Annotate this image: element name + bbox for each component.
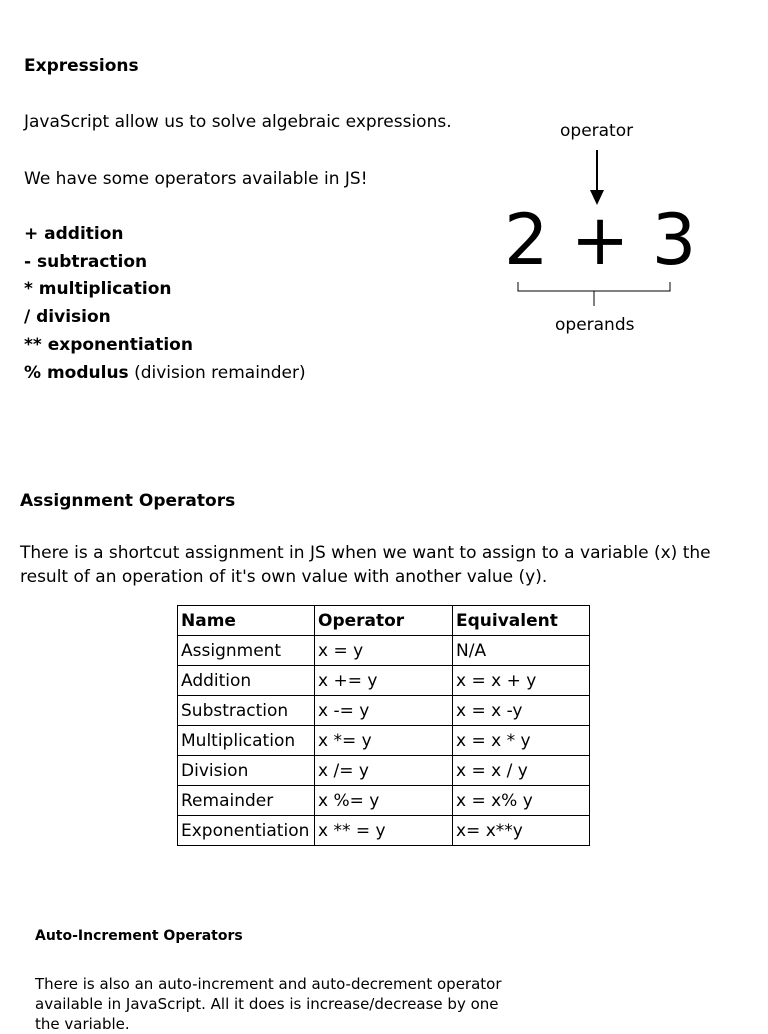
diagram-operands-label: operands — [555, 315, 635, 335]
table-row — [178, 666, 590, 696]
auto-increment-description: There is also an auto-increment and auto-decrement operator available in JavaScript. All it does is increase/decrease by one the variable. — [35, 975, 502, 1033]
operator-item-division — [24, 306, 111, 328]
operator-label: / division — [24, 307, 111, 327]
cell-operator: x ** = y — [315, 816, 453, 846]
cell-name: Assignment — [178, 636, 315, 666]
cell-operator: x *= y — [315, 726, 453, 756]
operator-label: + addition — [24, 224, 124, 244]
auto-increment-heading: Auto-Increment Operators — [35, 928, 243, 944]
assignment-operators-table — [177, 605, 590, 846]
cell-equivalent: x= x**y — [453, 816, 590, 846]
operator-item-modulus — [24, 362, 306, 384]
cell-name: Multiplication — [178, 726, 315, 756]
cell-operator: x = y — [315, 636, 453, 666]
table-row — [178, 816, 590, 846]
cell-name: Division — [178, 756, 315, 786]
operator-note: (division remainder) — [128, 363, 306, 383]
operator-label: * multiplication — [24, 279, 172, 299]
cell-name: Exponentiation — [178, 816, 315, 846]
cell-equivalent: x = x -y — [453, 696, 590, 726]
cell-operator: x += y — [315, 666, 453, 696]
assignment-description: There is a shortcut assignment in JS when we want to assign to a variable (x) the result of an operation of it's own value with another value (y). — [20, 543, 711, 587]
table-row — [178, 786, 590, 816]
cell-name: Remainder — [178, 786, 315, 816]
expressions-heading: Expressions — [24, 56, 139, 76]
cell-operator: x %= y — [315, 786, 453, 816]
assignment-heading: Assignment Operators — [20, 491, 236, 511]
operator-item-addition — [24, 223, 124, 245]
cell-equivalent: x = x% y — [453, 786, 590, 816]
cell-operator: x /= y — [315, 756, 453, 786]
cell-equivalent: x = x + y — [453, 666, 590, 696]
table-row — [178, 756, 590, 786]
table-header-row — [178, 606, 590, 636]
operator-label: - subtraction — [24, 252, 148, 272]
cell-name: Addition — [178, 666, 315, 696]
table-row — [178, 726, 590, 756]
column-header-equivalent: Equivalent — [453, 606, 590, 636]
operator-item-subtraction — [24, 251, 147, 273]
operator-label: ** exponentiation — [24, 335, 193, 355]
table-row — [178, 696, 590, 726]
cell-equivalent: N/A — [453, 636, 590, 666]
operators-intro-text: We have some operators available in JS! — [24, 169, 368, 189]
cell-equivalent: x = x * y — [453, 726, 590, 756]
diagram-operator-label: operator — [560, 121, 634, 141]
cell-operator: x -= y — [315, 696, 453, 726]
operator-item-multiplication — [24, 278, 172, 300]
cell-name: Substraction — [178, 696, 315, 726]
table-row — [178, 636, 590, 666]
operator-item-exponentiation — [24, 334, 193, 356]
column-header-name: Name — [178, 606, 315, 636]
column-header-operator: Operator — [315, 606, 453, 636]
operator-label: % modulus — [24, 363, 129, 383]
expressions-intro-text: JavaScript allow us to solve algebraic expressions. — [24, 112, 452, 132]
cell-equivalent: x = x / y — [453, 756, 590, 786]
diagram-expression: 2 + 3 — [504, 199, 697, 281]
operands-bracket-icon — [514, 280, 674, 310]
